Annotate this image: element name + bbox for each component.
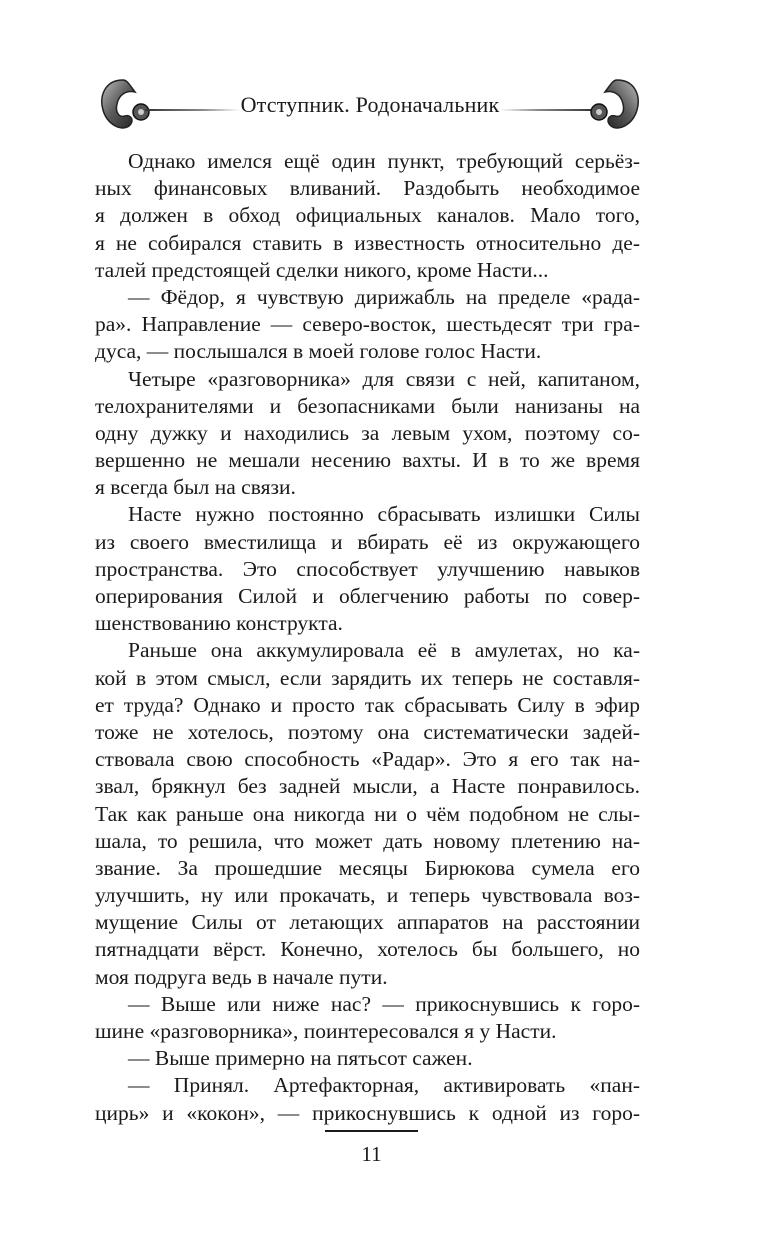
body-text [95,148,640,1127]
text-line: я должен в обход официальных каналов. Мало того, [95,203,640,228]
text-line: — Принял. Артефакторная, активировать «пан- [128,1073,640,1098]
header-rule-right [500,109,595,111]
footer-rule [325,1130,418,1132]
text-line: улучшить, ну или прокачать, и теперь чувствовала воз- [95,883,640,908]
text-line: Насте нужно постоянно сбрасывать излишки Силы [128,502,640,527]
right-ornament-icon [585,74,645,140]
text-line: телохранителями и безопасниками были нанизаны на [95,393,640,418]
text-line: Четыре «разговорника» для связи с ней, капитаном, [128,366,640,391]
text-line: тоже не хотелось, поэтому она систематически задей- [95,719,640,744]
text-line: дуса, — послышался в моей голове голос Насти. [95,339,542,364]
text-line: вершенно не мешали несению вахты. И в то же время [95,448,640,473]
text-line: шала, то решила, что может дать новому плетению на- [95,828,640,853]
text-line: — Выше или ниже нас? — прикоснувшись к горо- [128,991,640,1016]
text-line: цирь» и «кокон», — прикоснувшись к одной из горо- [95,1100,640,1125]
text-line: Однако имелся ещё один пункт, требующий серьёз- [128,149,640,173]
text-line: звал, брякнул без задней мысли, а Насте понравилось. [95,774,640,799]
text-line: моя подруга ведь в начале пути. [95,964,388,989]
text-line: Раньше она аккумулировала её в амулетах, но ка- [128,638,640,663]
text-line: кой в этом смысл, если зарядить их теперь не составля- [95,665,640,690]
text-line: мущение Силы от летающих аппаратов на расстоянии [95,910,640,935]
text-line: ет труда? Однако и просто так сбрасывать Силу в эфир [95,692,640,717]
text-line: оперирования Силой и облегчению работы по совер- [95,584,640,608]
text-line: — Фёдор, я чувствую дирижабль на пределе «рада- [128,284,640,309]
text-line: шине «разговорника», поинтересовался я у Насти. [95,1019,557,1043]
text-line: ных финансовых вливаний. Раздобыть необходимое [95,176,640,201]
text-line: звание. За прошедшие месяцы Бирюкова сумела его [95,855,640,880]
text-line: пятнадцати вёрст. Конечно, хотелось бы большего, но [95,937,640,962]
text-line: из своего вместилища и вбирать её из окружающего [95,529,640,554]
text-line: шенствованию конструкта. [95,611,343,636]
text-line: я всегда был на связи. [95,475,296,500]
header-title: Отступник. Родоначальник [240,92,500,117]
text-line: одну дужку и находились за левым ухом, поэтому со- [95,420,640,445]
text-line: ра». Направление — северо-восток, шестьдесят три гра- [95,312,640,337]
text-line: ствовала свою способность «Радар». Это я его так на- [95,747,640,772]
running-header [95,72,645,142]
text-line: Так как раньше она никогда ни о чём подобном не слы- [95,801,640,826]
text-line: талей предстоящей сделки никого, кроме Насти... [95,257,549,282]
page-number: 11 [361,1142,382,1166]
text-line: я не собирался ставить в известность относительно де- [95,230,640,255]
text-line: пространства. Это способствует улучшению навыков [95,556,640,581]
text-line: — Выше примерно на пятьсот сажен. [128,1046,473,1071]
